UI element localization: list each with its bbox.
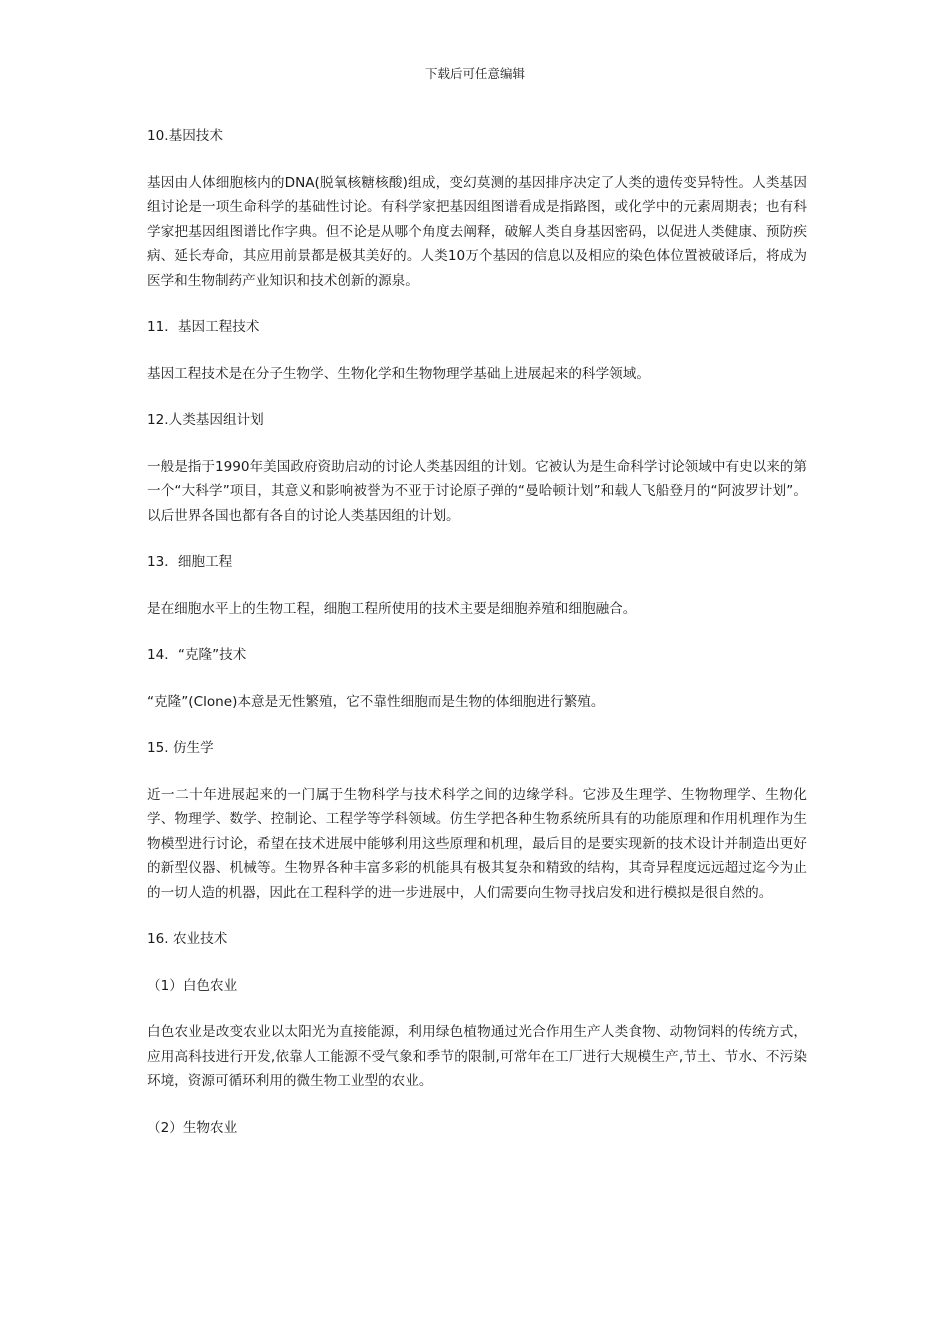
section-heading: 14．“克隆”技术 — [147, 647, 247, 663]
section-paragraph: 基因工程技术是在分子生物学、生物化学和生物物理学基础上进展起来的科学领域。 — [147, 365, 650, 382]
section-heading: 13．细胞工程 — [147, 554, 233, 570]
section-paragraph: “克隆”(Clone)本意是无性繁殖，它不靠性细胞而是生物的体细胞进行繁殖。 — [147, 693, 605, 710]
section-heading: 12.人类基因组计划 — [147, 412, 264, 428]
section-heading: 15. 仿生学 — [147, 740, 214, 756]
document-body — [147, 124, 807, 1140]
section-heading: 16. 农业技术 — [147, 931, 228, 947]
subsection-heading: （1）白色农业 — [147, 977, 238, 994]
section-paragraph: 是在细胞水平上的生物工程，细胞工程所使用的技术主要是细胞养殖和细胞融合。 — [147, 600, 637, 617]
subsection-heading: （2）生物农业 — [147, 1119, 238, 1136]
section-paragraph: 白色农业是改变农业以太阳光为直接能源，利用绿色植物通过光合作用生产人类食物、动物饲料的传统方式，应用高科技进行开发,依靠人工能源不受气象和季节的限制,可常年在工厂进行大规模生产,节土、节水、不污染环境，资源可循环利用的微生物工业型的农业。 — [147, 1024, 807, 1089]
section-paragraph: 近一二十年进展起来的一门属于生物科学与技术科学之间的边缘学科。它涉及生理学、生物物理学、生物化学、物理学、数学、控制论、工程学等学科领域。仿生学把各种生物系统所具有的功能原理和作用机理作为生物模型进行讨论，希望在技术进展中能够利用这些原理和机理，最后目的是要实现新的技术设计并制造出更好的新型仪器、机械等。生物界各种丰富多彩的机能具有极其复杂和精致的结构，其奇异程度远远超过迄今为止的一切人造的机器，因此在工程科学的进一步进展中，人们需要向生物寻找启发和进行模拟是很自然的。 — [147, 786, 807, 901]
section-paragraph: 一般是指于1990年美国政府资助启动的讨论人类基因组的计划。它被认为是生命科学讨论领域中有史以来的第一个“大科学”项目，其意义和影响被誉为不亚于讨论原子弹的“曼哈顿计划”和载人飞船登月的“阿波罗计划”。以后世界各国也都有各自的讨论人类基因组的计划。 — [147, 458, 807, 524]
section-paragraph: 基因由人体细胞核内的DNA(脱氧核糖核酸)组成，变幻莫测的基因排序决定了人类的遗传变异特性。人类基因组讨论是一项生命科学的基础性讨论。有科学家把基因组图谱看成是指路图，或化学中的元素周期表；也有科学家把基因组图谱比作字典。但不论是从哪个角度去阐释，破解人类自身基因密码，以促进人类健康、预防疾病、延长寿命，其应用前景都是极其美好的。人类10万个基因的信息以及相应的染色体位置被破译后，将成为医学和生物制药产业知识和技术创新的源泉。 — [147, 174, 807, 289]
section-heading: 11．基因工程技术 — [147, 319, 260, 335]
section-heading: 10.基因技术 — [147, 128, 223, 144]
page-header: 下载后可任意编辑 — [424, 66, 525, 81]
